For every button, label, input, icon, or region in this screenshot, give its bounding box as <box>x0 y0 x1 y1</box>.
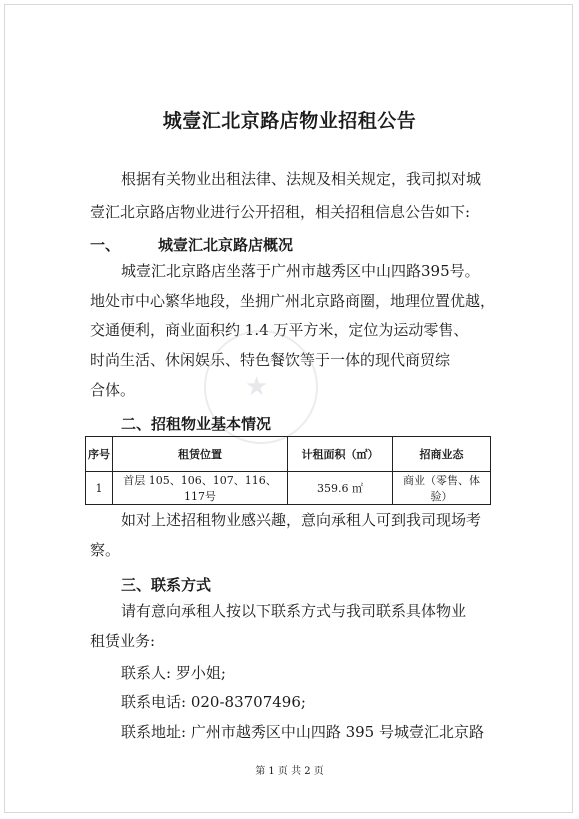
header-area: 计租面积（㎡） <box>288 437 393 472</box>
section2-after-line-2: 察。 <box>90 541 121 559</box>
contact-person: 联系人: 罗小姐; <box>121 664 226 682</box>
cell-area: 359.6 ㎡ <box>288 472 393 505</box>
section3-line-1: 请有意向承租人按以下联系方式与我司联系具体物业 <box>121 602 467 620</box>
section1-line-1: 城壹汇北京路店坐落于广州市越秀区中山四路395号。 <box>121 262 480 280</box>
section3-line-2: 租赁业务: <box>90 632 156 650</box>
section1-heading-number: 一、 <box>90 236 121 254</box>
contact-address: 联系地址: 广州市越秀区中山四路 395 号城壹汇北京路 <box>121 723 484 741</box>
intro-line-1: 根据有关物业出租法律、法规及相关规定，我司拟对城 <box>121 170 482 188</box>
contact-phone: 联系电话: 020-83707496; <box>121 693 306 711</box>
section1-heading: 城壹汇北京路店概况 <box>158 236 294 254</box>
header-seq: 序号 <box>86 437 113 472</box>
section1-line-3: 交通便利，商业面积约 1.4 万平方米，定位为运动零售、 <box>90 321 469 339</box>
section1-line-4: 时尚生活、休闲娱乐、特色餐饮等于一体的现代商贸综 <box>90 351 451 369</box>
section1-line-2: 地处市中心繁华地段，坐拥广州北京路商圈，地理位置优越， <box>90 292 496 310</box>
section2-heading: 二、招租物业基本情况 <box>121 415 272 433</box>
page-footer: 第 1 页 共 2 页 <box>255 766 324 777</box>
cell-business-type: 商业（零售、体验） <box>393 472 491 505</box>
document-title: 城壹汇北京路店物业招租公告 <box>162 110 417 132</box>
table-row <box>86 472 491 505</box>
section2-after-line-1: 如对上述招租物业感兴趣，意向承租人可到我司现场考 <box>121 511 482 529</box>
table-header-row <box>86 437 491 472</box>
cell-seq: 1 <box>86 472 113 505</box>
rental-table <box>85 436 491 505</box>
section3-heading: 三、联系方式 <box>121 576 212 594</box>
seal-star-icon: ★ <box>245 372 269 402</box>
header-business-type: 招商业态 <box>393 437 491 472</box>
cell-location: 首层 105、106、107、116、117号 <box>113 472 288 505</box>
intro-line-2: 壹汇北京路店物业进行公开招租，相关招租信息公告如下: <box>90 203 471 221</box>
section1-line-5: 合体。 <box>90 381 136 399</box>
header-location: 租赁位置 <box>113 437 288 472</box>
